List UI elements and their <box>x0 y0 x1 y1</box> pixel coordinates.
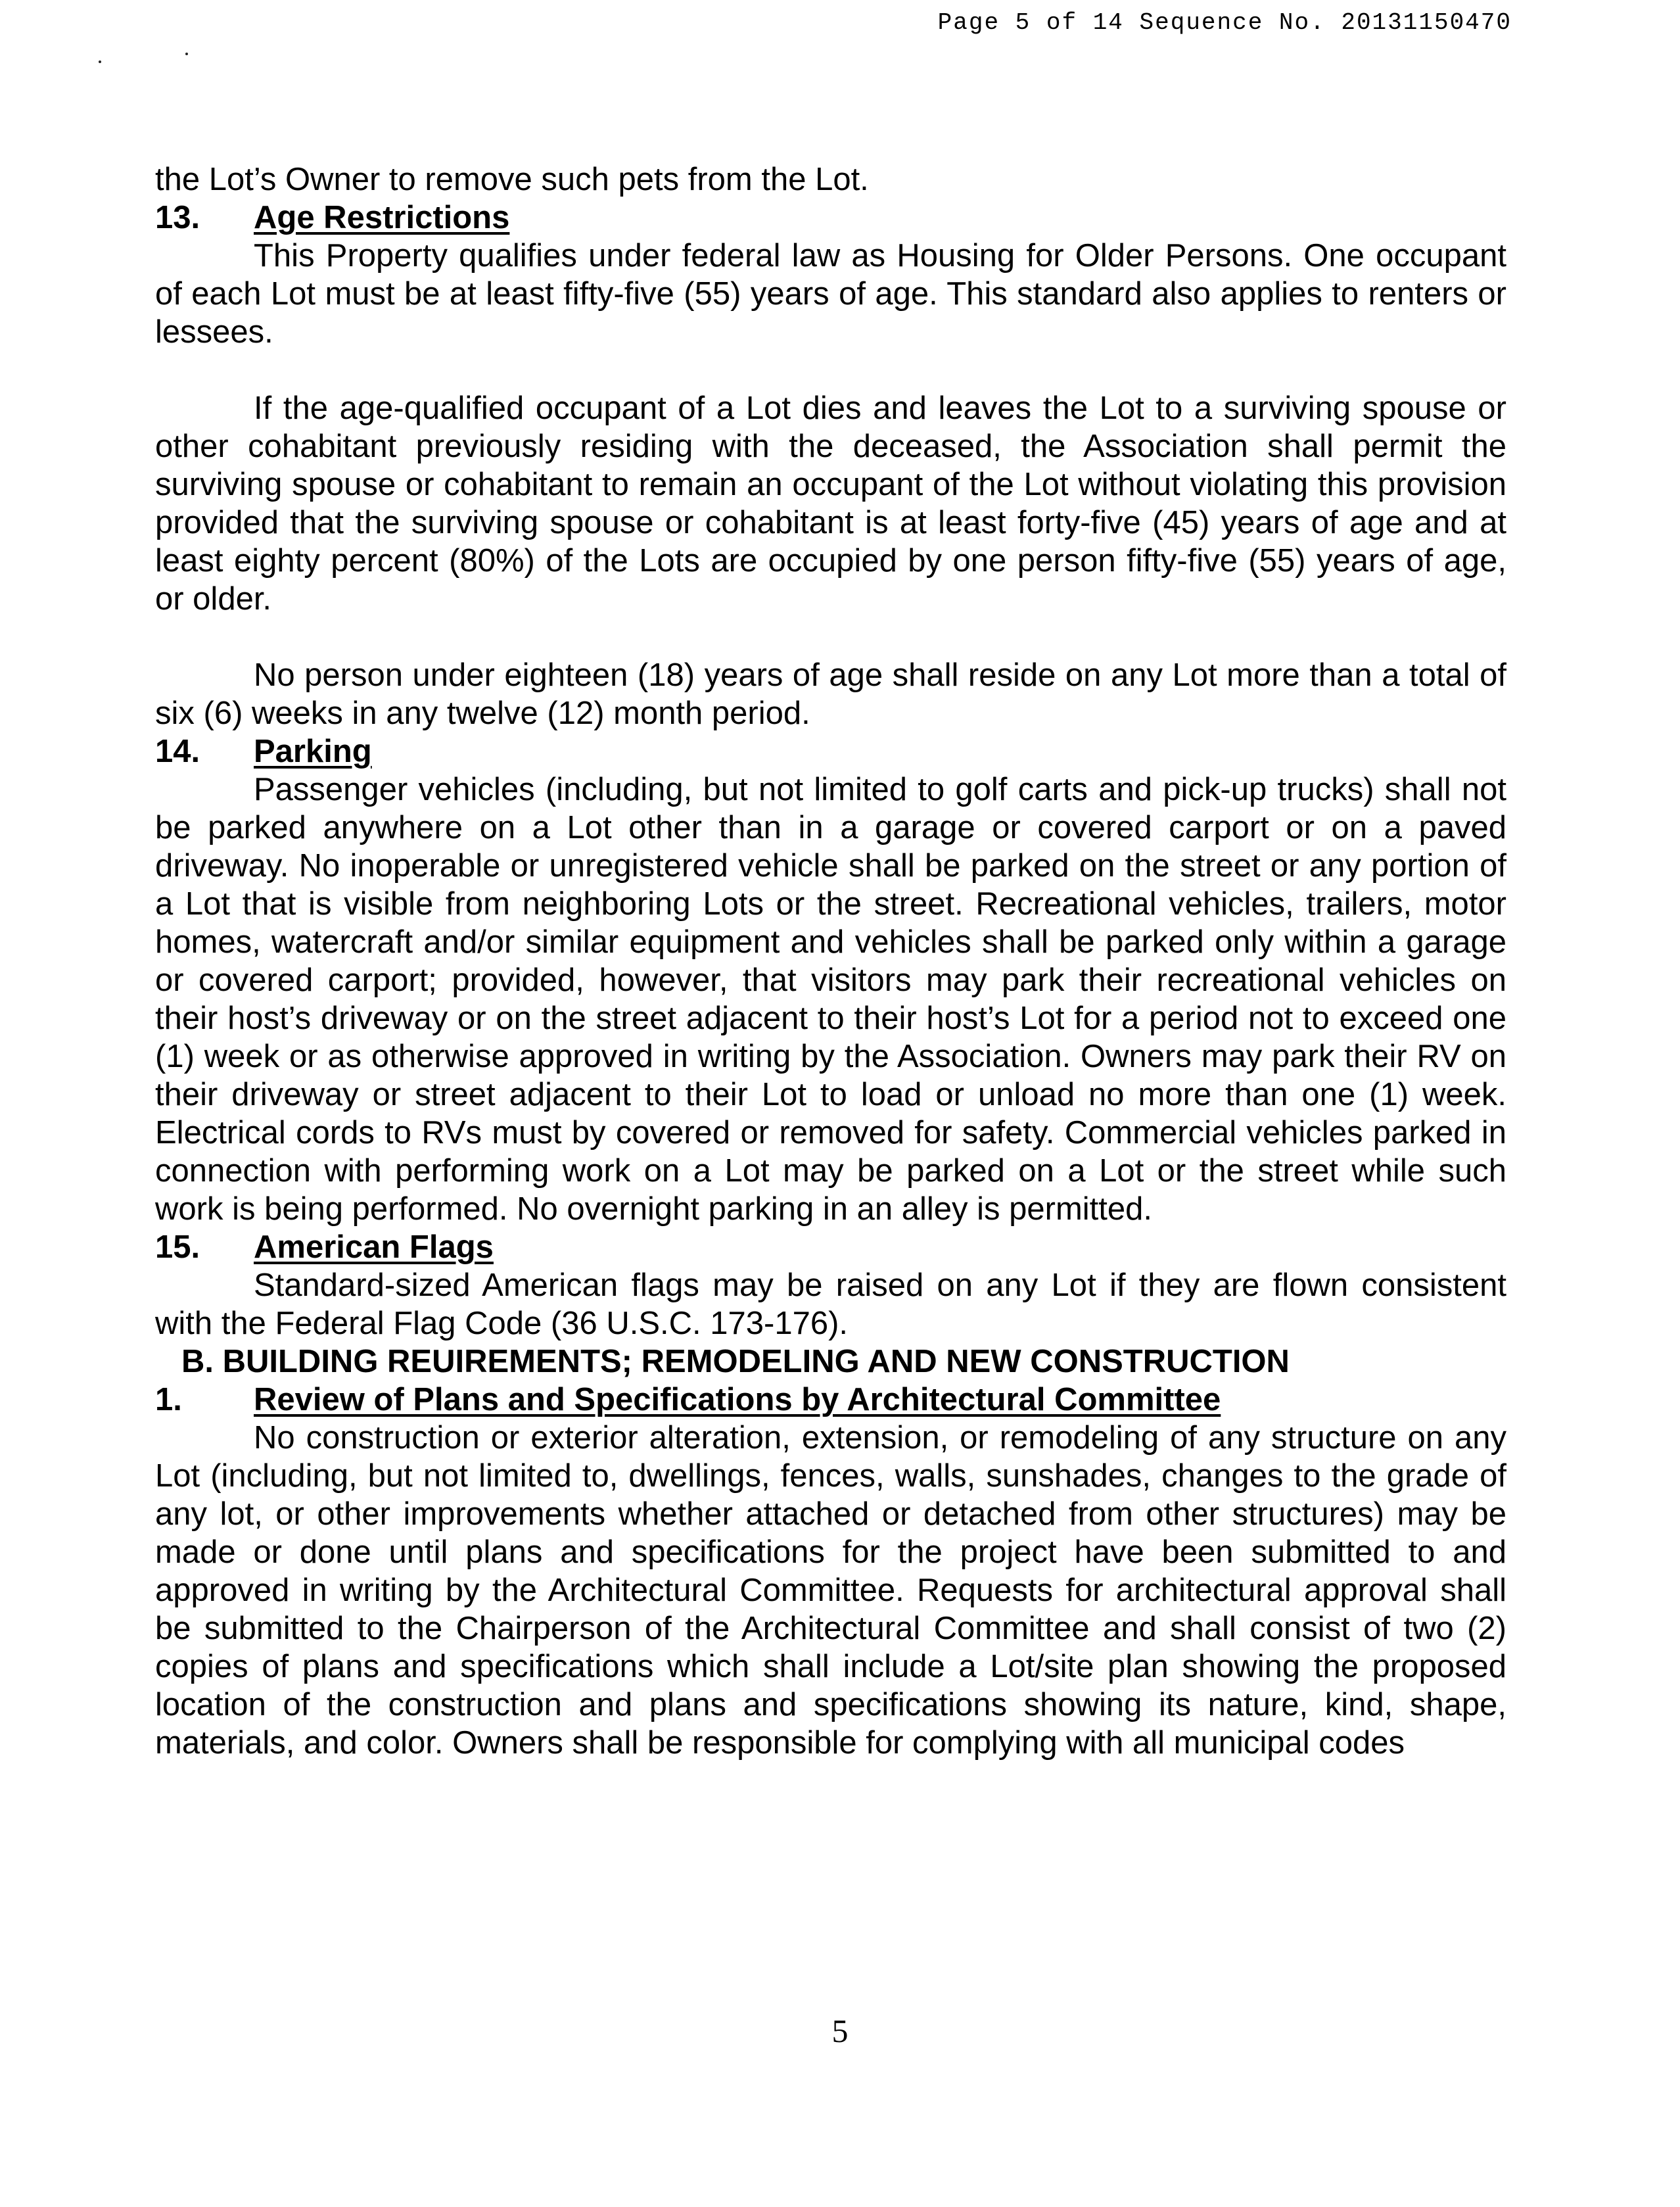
scan-speck <box>99 60 101 63</box>
section-title: Age Restrictions <box>254 200 510 235</box>
section-b1-heading <box>155 1381 1506 1419</box>
section-number: 14. <box>155 734 200 769</box>
section-13-paragraph-2: If the age-qualified occupant of a Lot dies and leaves the Lot to a surviving spouse or other cohabitant previously residing with the deceased, the Association shall permit the surviving spouse or cohabitant to remain an occupant of the Lot without violating this provision provided that the surviving spouse or cohabitant is at least forty-five (45) years of age and at least eighty percent (80%) of the Lots are occupied by one person fifty-five (55) years of age, or older. <box>155 391 1506 617</box>
page-number: 5 <box>831 2012 849 2049</box>
intro-paragraph: the Lot’s Owner to remove such pets from the Lot. <box>155 162 869 197</box>
scan-speck <box>185 53 188 55</box>
section-b-heading: B. BUILDING REUIREMENTS; REMODELING AND NEW CONSTRUCTION <box>181 1344 1290 1379</box>
section-15-heading <box>155 1228 1506 1266</box>
section-title: American Flags <box>254 1229 494 1265</box>
section-14-paragraph-1: Passenger vehicles (including, but not limited to golf carts and pick-up trucks) shall not be parked anywhere on a Lot other than in a garage or covered carport or on a paved driveway. No inoperable or unregistered vehicle shall be parked on the street or any portion of a Lot that is visible from neighboring Lots or the street. Recreational vehicles, trailers, motor homes, watercraft and/or similar equipment and vehicles shall be parked only within a garage or covered carport; provided, however, that visitors may park their recreational vehicles on their host’s driveway or on the street adjacent to their host’s Lot for a period not to exceed one (1) week or as otherwise approved in writing by the Association. Owners may park their RV on their driveway or street adjacent to their Lot to load or unload no more than one (1) week. Electrical cords to RVs must by covered or removed for safety. Commercial vehicles parked in connection with performing work on a Lot may be parked on a Lot or the street while such work is being performed. No overnight parking in an alley is permitted. <box>155 772 1506 1227</box>
section-13-heading <box>155 199 1506 237</box>
section-title: Parking <box>254 734 372 769</box>
section-number: 15. <box>155 1229 200 1265</box>
section-number: 13. <box>155 200 200 235</box>
page-header: Page 5 of 14 Sequence No. 20131150470 <box>937 9 1512 36</box>
section-14-heading <box>155 732 1506 771</box>
section-15-paragraph-1: Standard-sized American flags may be raised on any Lot if they are flown consistent with the Federal Flag Code (36 U.S.C. 173-176). <box>155 1268 1506 1341</box>
section-13-paragraph-3: No person under eighteen (18) years of age shall reside on any Lot more than a total of six (6) weeks in any twelve (12) month period. <box>155 657 1506 731</box>
section-b1-paragraph-1: No construction or exterior alteration, extension, or remodeling of any structure on any Lot (including, but not limited to, dwellings, fences, walls, sunshades, changes to the grade of any lot, or other improvements whether attached or detached from other structures) may be made or done until plans and specifications for the project have been submitted to and approved in writing by the Architectural Committee. Requests for architectural approval shall be submitted to the Chairperson of the Architectural Committee and shall consist of two (2) copies of plans and specifications which shall include a Lot/site plan showing the proposed location of the construction and plans and specifications showing its nature, kind, shape, materials, and color. Owners shall be responsible for complying with all municipal codes <box>155 1420 1506 1761</box>
section-title: Review of Plans and Specifications by Architectural Committee <box>254 1382 1221 1417</box>
document-body <box>155 160 1506 1762</box>
section-number: 1. <box>155 1382 182 1417</box>
section-13-paragraph-1: This Property qualifies under federal law as Housing for Older Persons. One occupant of each Lot must be at least fifty-five (55) years of age. This standard also applies to renters or lessees. <box>155 238 1506 350</box>
